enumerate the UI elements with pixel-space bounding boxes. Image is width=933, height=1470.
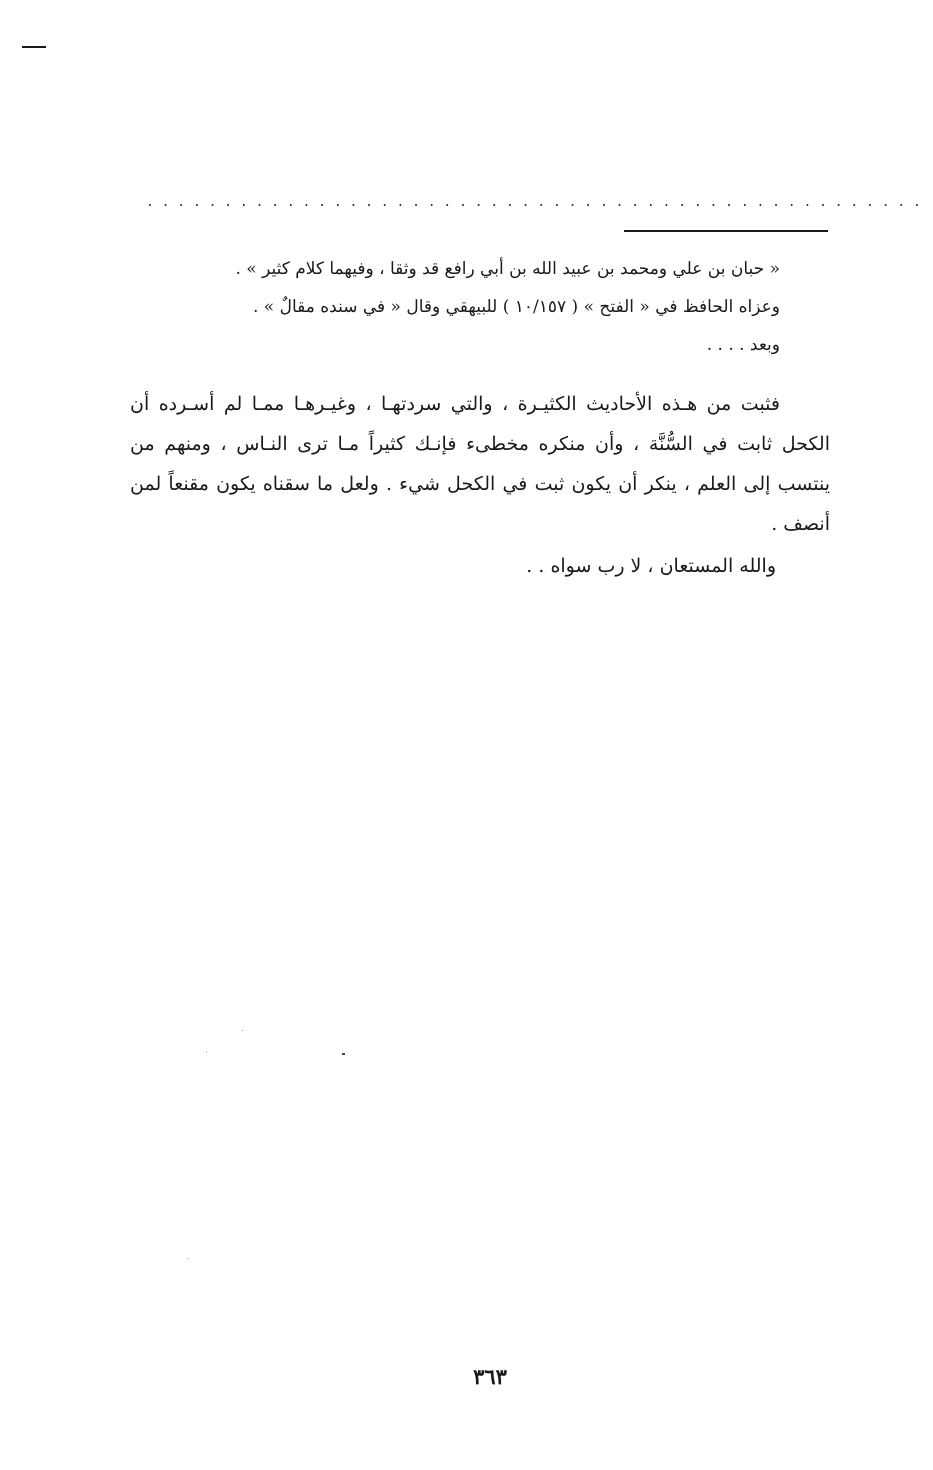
main-text-block (130, 384, 830, 544)
footnote-line: « حبان بن علي ومحمد بن عبيد الله بن أبي رافع قد وثقا ، وفيهما كلام كثير » . (235, 259, 780, 279)
scan-speck (206, 1052, 207, 1053)
dotted-separator: . . . . . . . . . . . . . . . . . . . . . . . . . . . . . . . . . . . . . . . . . . . . . . . . . . (146, 195, 921, 210)
footnote-line: وعزاه الحافظ في « الفتح » ( ١٠/١٥٧ ) للبيهقي وقال « في سنده مقالٌ » . (253, 297, 780, 317)
footnote-line: وبعد . . . . (706, 335, 780, 355)
body-paragraph: فثبت من هـذه الأحاديث الكثيـرة ، والتي سردتهـا ، وغيـرهـا ممـا لم أسـرده أن الكحل ثابت في السُّنَّة ، وأن منكره مخطىء فإنـك كثيراً مـا ترى النـاس ، ومنهم من ينتسب إلى العلم ، ينكر أن يكون ثبت في الكحل شيء . ولعل ما سقناه يكون مقنعاً لمن أنصف . (130, 393, 830, 535)
footnote-rule (624, 230, 828, 232)
page-number: ٣٦٣ (473, 1364, 507, 1389)
scan-speck (242, 1030, 243, 1031)
footnote-block (140, 250, 780, 364)
closing-line: والله المستعان ، لا رب سواه . . (526, 555, 776, 577)
scan-speck (188, 1258, 189, 1259)
corner-mark (22, 46, 46, 48)
scan-speck (342, 1053, 345, 1055)
